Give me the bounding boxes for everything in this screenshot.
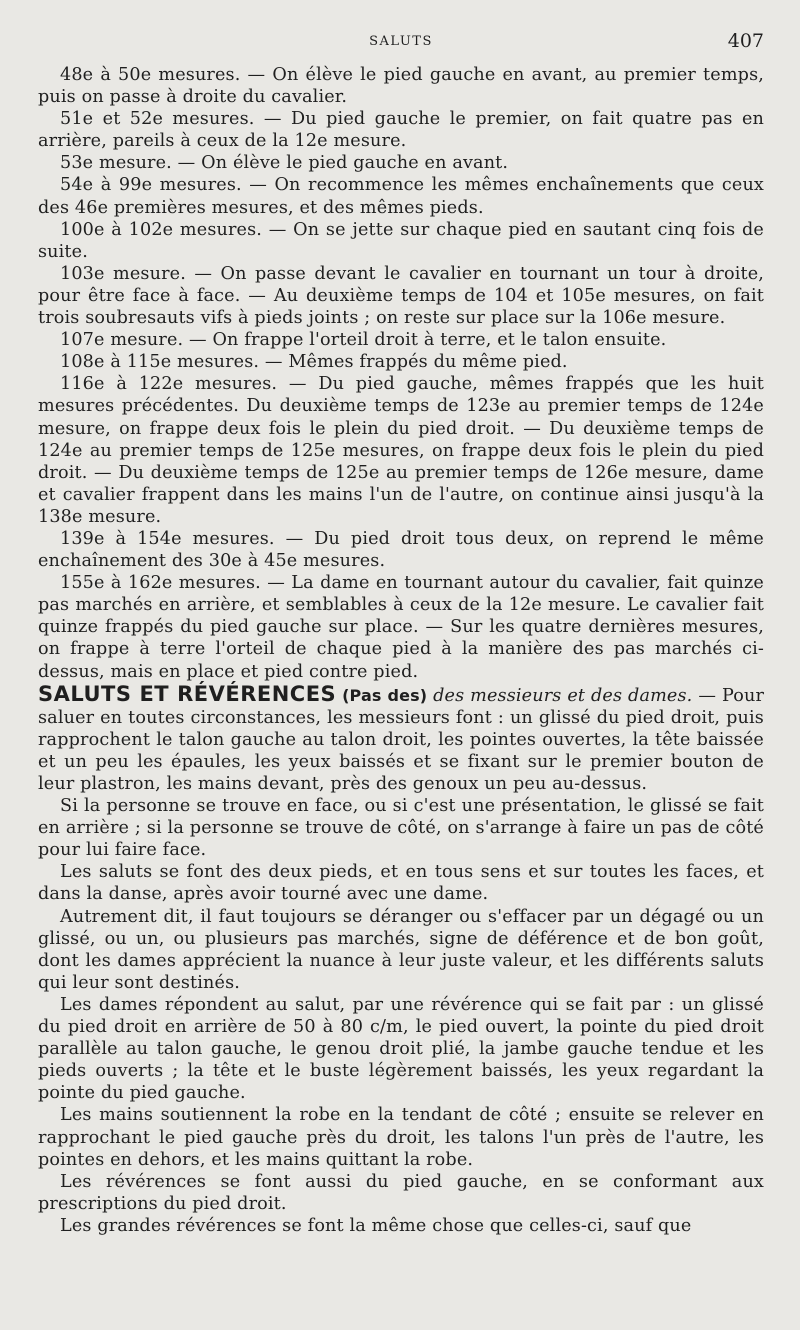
paragraph: 48e à 50e mesures. — On élève le pied gauche en avant, au premier temps, puis on passe à droite du cavalier. [38,65,764,108]
running-head: SALUTS [369,34,433,49]
paragraph: 103e mesure. — On passe devant le cavalier en tournant un tour à droite, pour être face à face. — Au deuxième temps de 104 et 105e mesures, on fait trois soubresauts vifs à pieds joints ; on reste sur place sur la 106e mesure. [38,263,764,329]
page-header [38,30,764,64]
section-title: SALUTS ET RÉVÉRENCES [38,681,337,706]
paragraph: 139e à 154e mesures. — Du pied droit tous deux, on reprend le même enchaînement des 30e à 45e mesures. [38,528,764,572]
paragraph: Autrement dit, il faut toujours se déranger ou s'effacer par un dégagé ou un glissé, ou un, ou plusieurs pas marchés, signe de déférence et de bon goût, dont les dames apprécient la nuance à leur juste valeur, et les différents saluts qui leur sont destinés. [38,906,764,993]
paragraph: 100e à 102e mesures. — On se jette sur chaque pied en sautant cinq fois de suite. [38,219,764,262]
paragraph: 108e à 115e mesures. — Mêmes frappés du même pied. [60,352,568,373]
paragraph: 53e mesure. — On élève le pied gauche en avant. [60,153,509,174]
paragraph: 51e et 52e mesures. — Du pied gauche le premier, on fait quatre pas en arrière, pareils à ceux de la 12e mesure. [38,109,764,152]
paragraph: Les dames répondent au salut, par une révérence qui se fait par : un glissé du pied droit en arrière de 50 à 80 c/m, le pied ouvert, la pointe du pied droit parallèle au talon gauche, le genou droit plié, la jambe gauche tendue et les pieds ouverts ; la tête et le buste légèrement baissés, les yeux regardant la pointe du pied gauche. [38,994,764,1104]
paragraph: Les grandes révérences se font la même chose que celles-ci, sauf que [60,1215,692,1236]
section-intro: — Pour saluer en toutes circonstances, les messieurs font : un glissé du pied droit, puis rapprochent le talon gauche au talon droit, les pointes ouvertes, la tête baissée et un peu les épaules, les yeux baissés et se fixant sur le premier bouton de leur plastron, les mains devant, près des genoux un peu au-dessus. [38,685,764,794]
page-number: 407 [727,30,764,52]
paragraph: Si la personne se trouve en face, ou si c'est une présentation, le glissé se fait en arrière ; si la personne se trouve de côté, on s'arrange à faire un pas de côté pour lui faire face. [38,796,764,861]
paragraph: 116e à 122e mesures. — Du pied gauche, mêmes frappés que les huit mesures précédentes. Du deuxième temps de 123e au premier temps de 124e mesure, on frappe deux fois le plein du pied droit. — Du deuxième temps de 124e au premier temps de 125e mesures, on frappe deux fois le plein du pied droit. — Du deuxième temps de 125e au premier temps de 126e mesure, dame et cavalier frappent dans les mains l'un de l'autre, on continue ainsi jusqu'à la 138e mesure. [38,374,764,527]
section-heading-paragraph [38,683,764,795]
page-body [38,64,764,1237]
paragraph: Les saluts se font des deux pieds, et en tous sens et sur toutes les faces, et dans la danse, après avoir tourné avec une dame. [38,862,764,905]
paragraph: 155e à 162e mesures. — La dame en tournant autour du cavalier, fait quinze pas marchés en arrière, et semblables à ceux de la 12e mesure. Le cavalier fait quinze frappés du pied gauche sur place. — Sur les quatre dernières mesures, on frappe à terre l'orteil de chaque pied à la manière des pas marchés ci-dessus, mais en place et pied contre pied. [38,573,764,682]
section-subtitle: (Pas des) [342,685,428,705]
section-subtitle-italic: des messieurs et des dames. [433,685,693,706]
paragraph: Les révérences se font aussi du pied gauche, en se conformant aux prescriptions du pied droit. [38,1171,764,1214]
paragraph: 107e mesure. — On frappe l'orteil droit à terre, et le talon ensuite. [60,330,667,351]
paragraph: 54e à 99e mesures. — On recommence les mêmes enchaînements que ceux des 46e premières mesures, et des mêmes pieds. [38,175,764,218]
paragraph: Les mains soutiennent la robe en la tendant de côté ; ensuite se relever en rapprochant le pied gauche près du droit, les talons l'un près de l'autre, les pointes en dehors, et les mains quittant la robe. [38,1105,764,1170]
